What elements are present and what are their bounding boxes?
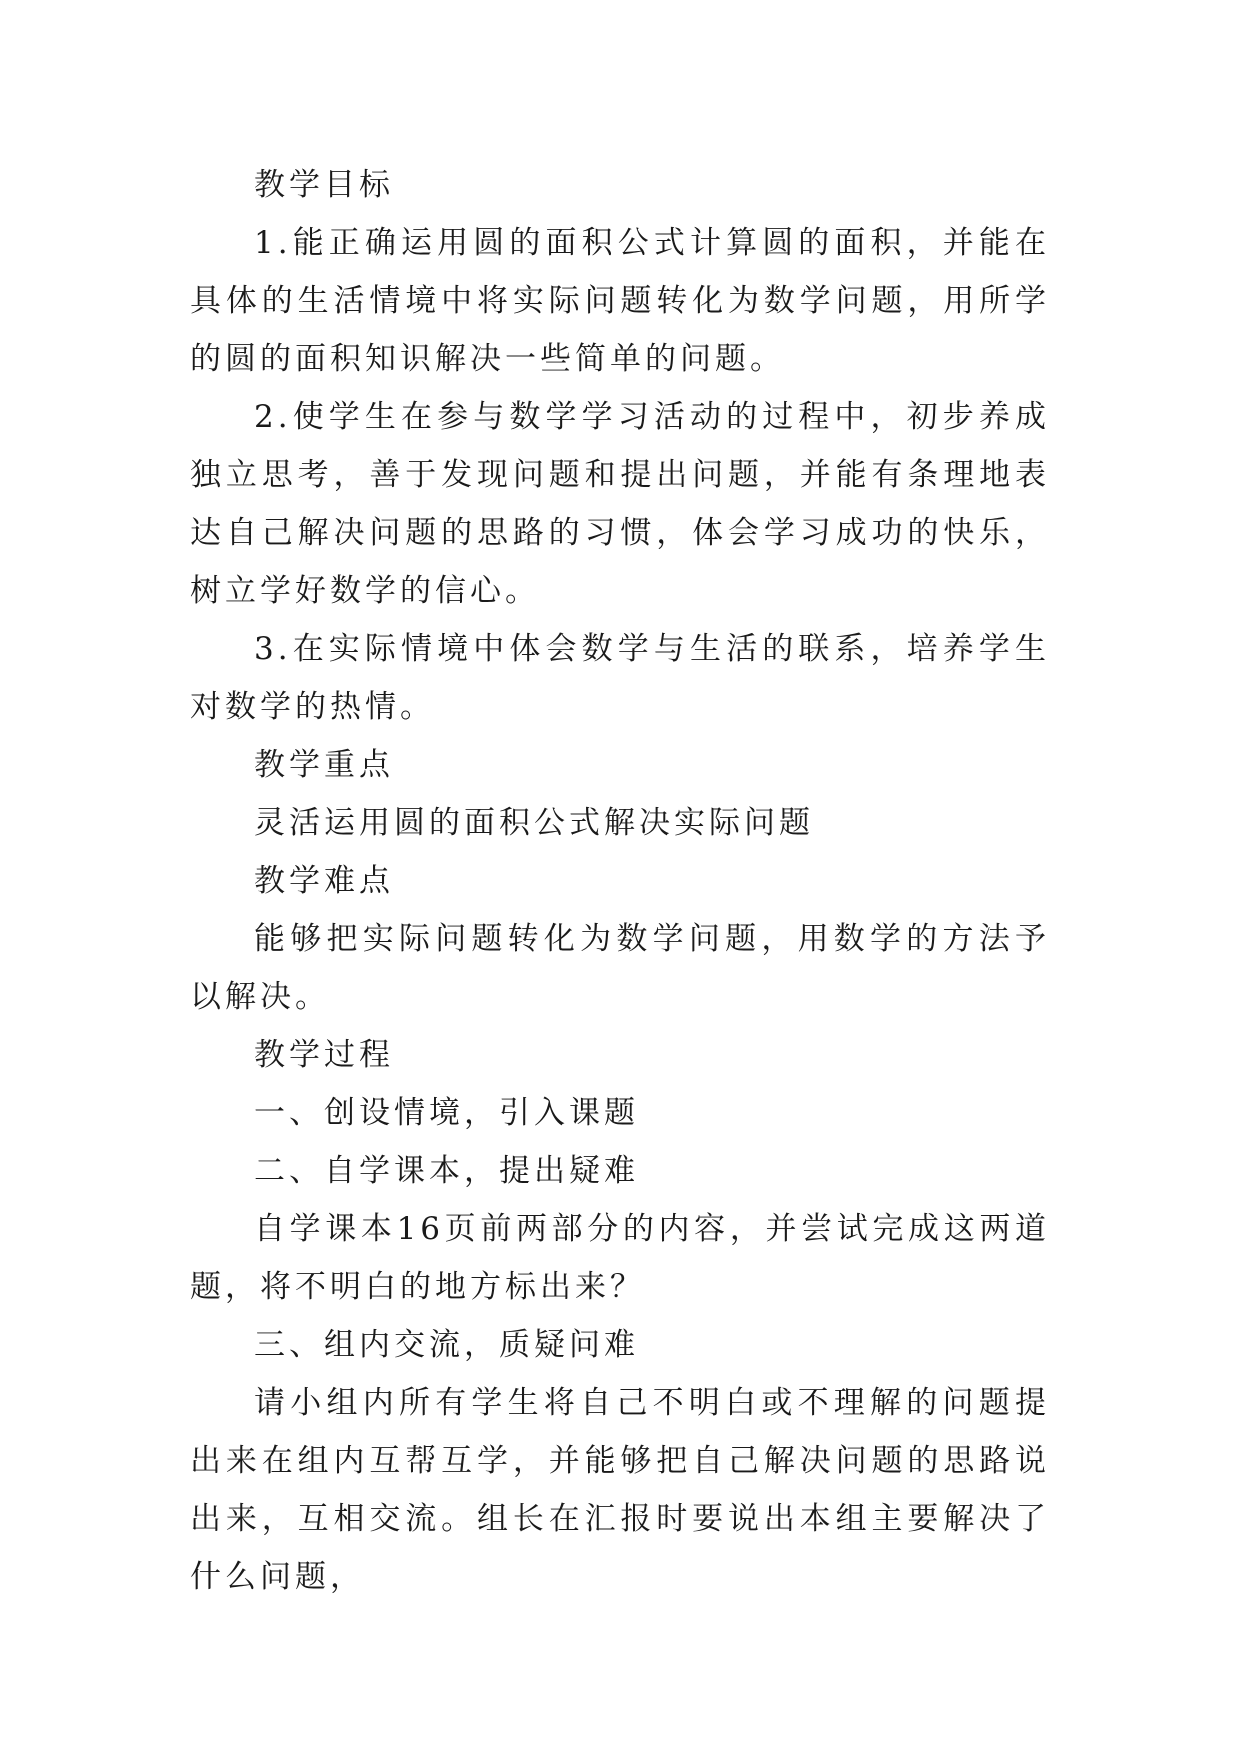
goal-item-1: 1.能正确运用圆的面积公式计算圆的面积，并能在具体的生活情境中将实际问题转化为数学问题，用所学的圆的面积知识解决一些简单的问题。 bbox=[190, 225, 1050, 377]
process-step-2-text: 自学课本16页前两部分的内容，并尝试完成这两道题，将不明白的地方标出来？ bbox=[190, 1211, 1050, 1305]
key-points-text: 灵活运用圆的面积公式解决实际问题 bbox=[254, 805, 814, 841]
difficulties-text: 能够把实际问题转化为数学问题，用数学的方法予以解决。 bbox=[190, 921, 1050, 1015]
heading-teaching-process: 教学过程 bbox=[254, 1037, 394, 1073]
process-step-2: 二、自学课本，提出疑难 bbox=[254, 1153, 639, 1189]
process-step-1: 一、创设情境，引入课题 bbox=[254, 1095, 639, 1131]
heading-difficulties: 教学难点 bbox=[254, 863, 394, 899]
heading-key-points: 教学重点 bbox=[254, 747, 394, 783]
process-step-3-text: 请小组内所有学生将自己不明白或不理解的问题提出来在组内互帮互学，并能够把自己解决问题的思路说出来，互相交流。组长在汇报时要说出本组主要解决了什么问题， bbox=[190, 1385, 1050, 1595]
goal-item-3: 3.在实际情境中体会数学与生活的联系，培养学生对数学的热情。 bbox=[190, 631, 1050, 725]
process-step-3: 三、组内交流，质疑问难 bbox=[254, 1327, 639, 1363]
goal-item-2: 2.使学生在参与数学学习活动的过程中，初步养成独立思考，善于发现问题和提出问题，并能有条理地表达自己解决问题的思路的习惯，体会学习成功的快乐，树立学好数学的信心。 bbox=[190, 399, 1050, 609]
document-body bbox=[190, 156, 1050, 1606]
heading-teaching-goals: 教学目标 bbox=[254, 167, 394, 203]
